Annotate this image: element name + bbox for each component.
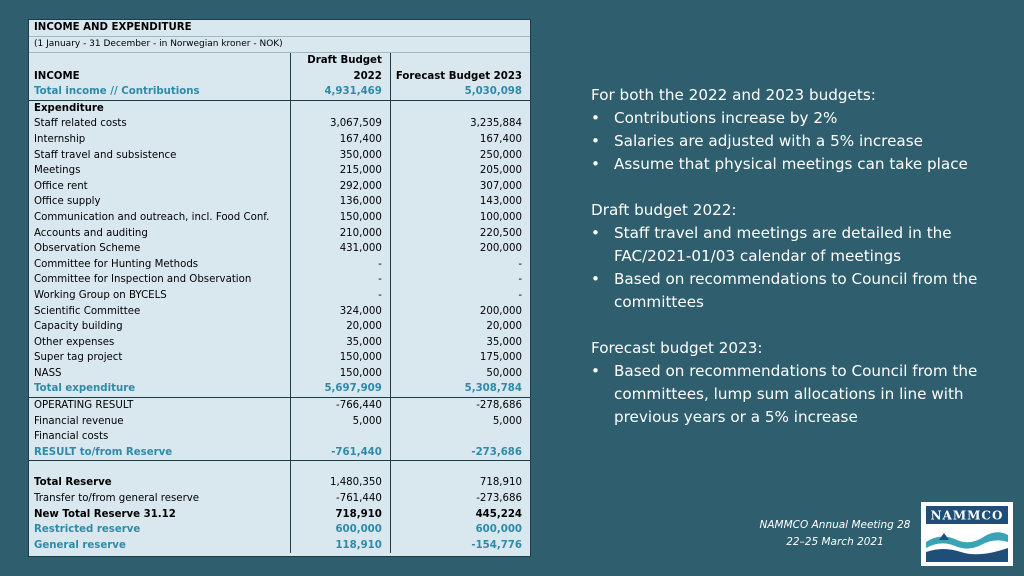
expenditure-row-label: Office supply (34, 196, 101, 208)
total-expenditure-draft: 5,697,909 (290, 381, 390, 397)
bullet-item: • Contributions increase by 2% (591, 107, 1001, 130)
expenditure-row-forecast: 167,400 (390, 132, 530, 148)
expenditure-row-label: Scientific Committee (34, 305, 141, 317)
bullet-item: • Based on recommendations to Council from the committees, lump sum allocations in line with previous years or a 5% increase (591, 360, 1001, 429)
financial-revenue-row (29, 414, 530, 430)
expenditure-row-label: Super tag project (34, 352, 123, 364)
notes-draft-heading: Draft budget 2022: (591, 201, 737, 219)
operating-result-forecast: -278,686 (390, 398, 530, 414)
notes-both-section (591, 84, 1001, 176)
expenditure-row-label: Communication and outreach, incl. Food Conf. (34, 211, 270, 223)
bullet-item: • Staff travel and meetings are detailed in the FAC/2021-01/03 calendar of meetings (591, 222, 1001, 268)
expenditure-row (29, 148, 530, 164)
expenditure-row-draft: 35,000 (290, 335, 390, 351)
expenditure-row-label: NASS (34, 367, 62, 379)
expenditure-row-draft: - (290, 272, 390, 288)
expenditure-row-draft: 136,000 (290, 194, 390, 210)
expenditure-row-draft: 167,400 (290, 132, 390, 148)
transfer-reserve-label: Transfer to/from general reserve (34, 493, 200, 505)
nammco-logo (921, 502, 1013, 566)
meeting-dates: 22–25 March 2021 (786, 536, 884, 548)
total-reserve-row (29, 475, 530, 491)
notes-draft-list (591, 222, 1001, 314)
total-reserve-label: Total Reserve (34, 477, 112, 489)
restricted-reserve-forecast: 600,000 (390, 522, 530, 538)
notes-both-heading: For both the 2022 and 2023 budgets: (591, 86, 876, 104)
expenditure-row-draft: - (290, 257, 390, 273)
expenditure-row (29, 366, 530, 382)
bullet-item: • Salaries are adjusted with a 5% increase (591, 130, 1001, 153)
expenditure-row-forecast: 200,000 (390, 304, 530, 320)
income-heading: INCOME (34, 70, 80, 82)
notes-both-list (591, 107, 1001, 176)
expenditure-row-draft: 431,000 (290, 241, 390, 257)
logo-fin-icon (939, 533, 949, 540)
expenditure-row-forecast: 220,500 (390, 226, 530, 242)
expenditure-row (29, 210, 530, 226)
expenditure-row-label: Committee for Hunting Methods (34, 258, 199, 270)
total-reserve-draft: 1,480,350 (290, 475, 390, 491)
budget-table (28, 19, 531, 557)
expenditure-row (29, 132, 530, 148)
logo-wave-icon (926, 532, 1008, 548)
expenditure-row-draft: 324,000 (290, 304, 390, 320)
expenditure-row (29, 319, 530, 335)
expenditure-row-forecast: 250,000 (390, 148, 530, 164)
result-reserve-forecast: -273,686 (390, 445, 530, 461)
expenditure-row (29, 226, 530, 242)
meeting-title: NAMMCO Annual Meeting 28 (759, 519, 911, 531)
notes-draft-section (591, 199, 1001, 314)
financial-costs-row (29, 429, 530, 445)
expenditure-row-draft: - (290, 288, 390, 304)
total-expenditure-forecast: 5,308,784 (390, 381, 530, 397)
restricted-reserve-draft: 600,000 (290, 522, 390, 538)
expenditure-row-draft: 150,000 (290, 210, 390, 226)
expenditure-row-label: Capacity building (34, 321, 123, 333)
financial-revenue-draft: 5,000 (290, 414, 390, 430)
expenditure-row-label: Other expenses (34, 336, 115, 348)
notes-forecast-heading: Forecast budget 2023: (591, 339, 763, 357)
expenditure-row-forecast: 50,000 (390, 366, 530, 382)
financial-revenue-forecast: 5,000 (390, 414, 530, 430)
draft-header-line2: 2022 (353, 70, 382, 82)
expenditure-heading-row (29, 100, 530, 116)
new-total-reserve-row (29, 507, 530, 523)
operating-result-label: OPERATING RESULT (29, 398, 290, 414)
expenditure-row-forecast: 100,000 (390, 210, 530, 226)
expenditure-row (29, 304, 530, 320)
new-total-reserve-forecast: 445,224 (390, 507, 530, 523)
spacer-row (29, 461, 530, 476)
expenditure-row-label: Working Group on BYCELS (34, 289, 167, 301)
transfer-reserve-forecast: -273,686 (390, 491, 530, 507)
expenditure-row-label: Committee for Inspection and Observation (34, 274, 252, 286)
general-reserve-draft: 118,910 (290, 538, 390, 554)
restricted-reserve-label: Restricted reserve (34, 524, 141, 536)
expenditure-heading: Expenditure (29, 100, 290, 116)
expenditure-row-draft: 292,000 (290, 179, 390, 195)
nammco-logo-graphic (921, 502, 1013, 566)
expenditure-row-draft: 210,000 (290, 226, 390, 242)
expenditure-row-label: Staff travel and subsistence (34, 149, 177, 161)
expenditure-row-draft: 150,000 (290, 350, 390, 366)
expenditure-row (29, 179, 530, 195)
total-expenditure-label: Total expenditure (34, 383, 136, 395)
expenditure-row (29, 335, 530, 351)
expenditure-row-label: Accounts and auditing (34, 227, 148, 239)
logo-sea-icon (926, 548, 1008, 562)
expenditure-row-forecast: 35,000 (390, 335, 530, 351)
expenditure-row-draft: 350,000 (290, 148, 390, 164)
expenditure-row-label: Observation Scheme (34, 243, 141, 255)
expenditure-row-forecast: - (390, 288, 530, 304)
transfer-reserve-row (29, 491, 530, 507)
transfer-reserve-draft: -761,440 (290, 491, 390, 507)
expenditure-row (29, 257, 530, 273)
total-income-draft: 4,931,469 (290, 84, 390, 100)
table-subtitle-row (29, 36, 530, 53)
draft-budget-header (290, 53, 390, 85)
expenditure-row (29, 241, 530, 257)
expenditure-row-forecast: 200,000 (390, 241, 530, 257)
expenditure-row-label: Office rent (34, 180, 88, 192)
expenditure-row (29, 272, 530, 288)
expenditure-row-forecast: 175,000 (390, 350, 530, 366)
total-expenditure-row (29, 381, 530, 397)
expenditure-row-forecast: - (390, 257, 530, 273)
restricted-reserve-row (29, 522, 530, 538)
result-reserve-draft: -761,440 (290, 445, 390, 461)
new-total-reserve-draft: 718,910 (290, 507, 390, 523)
total-income-forecast: 5,030,098 (390, 84, 530, 100)
total-income-label: Total income // Contributions (34, 86, 200, 98)
expenditure-row-forecast: 307,000 (390, 179, 530, 195)
column-header-row (29, 53, 530, 85)
expenditure-row-forecast: 143,000 (390, 194, 530, 210)
operating-result-row (29, 398, 530, 414)
general-reserve-forecast: -154,776 (390, 538, 530, 554)
table-subtitle: (1 January - 31 December - in Norwegian kroner - NOK) (29, 36, 530, 53)
expenditure-row (29, 288, 530, 304)
logo-text: NAMMCO (930, 508, 1004, 523)
expenditure-row-draft: 150,000 (290, 366, 390, 382)
expenditure-row (29, 350, 530, 366)
result-reserve-row (29, 445, 530, 461)
expenditure-row-forecast: 20,000 (390, 319, 530, 335)
notes-forecast-list (591, 360, 1001, 429)
expenditure-row-forecast: 3,235,884 (390, 116, 530, 132)
financial-costs-label: Financial costs (34, 431, 109, 443)
general-reserve-row (29, 538, 530, 554)
expenditure-row-label: Staff related costs (34, 118, 127, 130)
operating-result-draft: -766,440 (290, 398, 390, 414)
financial-revenue-label: Financial revenue (34, 415, 124, 427)
expenditure-row (29, 116, 530, 132)
table-title-row (29, 20, 530, 36)
expenditure-row-draft: 215,000 (290, 163, 390, 179)
total-reserve-forecast: 718,910 (390, 475, 530, 491)
bullet-item: • Based on recommendations to Council from the committees (591, 268, 1001, 314)
expenditure-row-forecast: 205,000 (390, 163, 530, 179)
expenditure-row (29, 194, 530, 210)
expenditure-row-draft: 20,000 (290, 319, 390, 335)
new-total-reserve-label: New Total Reserve 31.12 (34, 508, 176, 520)
expenditure-row-forecast: - (390, 272, 530, 288)
notes-forecast-section (591, 337, 1001, 429)
expenditure-row-label: Internship (34, 133, 86, 145)
expenditure-row (29, 163, 530, 179)
general-reserve-label: General reserve (34, 539, 126, 551)
table-title: INCOME AND EXPENDITURE (29, 20, 530, 36)
forecast-budget-header: Forecast Budget 2023 (390, 53, 530, 85)
meeting-caption (740, 517, 930, 551)
draft-header-line1: Draft Budget (307, 55, 382, 67)
result-reserve-label: RESULT to/from Reserve (34, 446, 173, 458)
expenditure-row-label: Meetings (34, 165, 81, 177)
total-income-row (29, 84, 530, 100)
expenditure-row-draft: 3,067,509 (290, 116, 390, 132)
bullet-item: • Assume that physical meetings can take place (591, 153, 1001, 176)
budget-notes (591, 84, 1001, 452)
